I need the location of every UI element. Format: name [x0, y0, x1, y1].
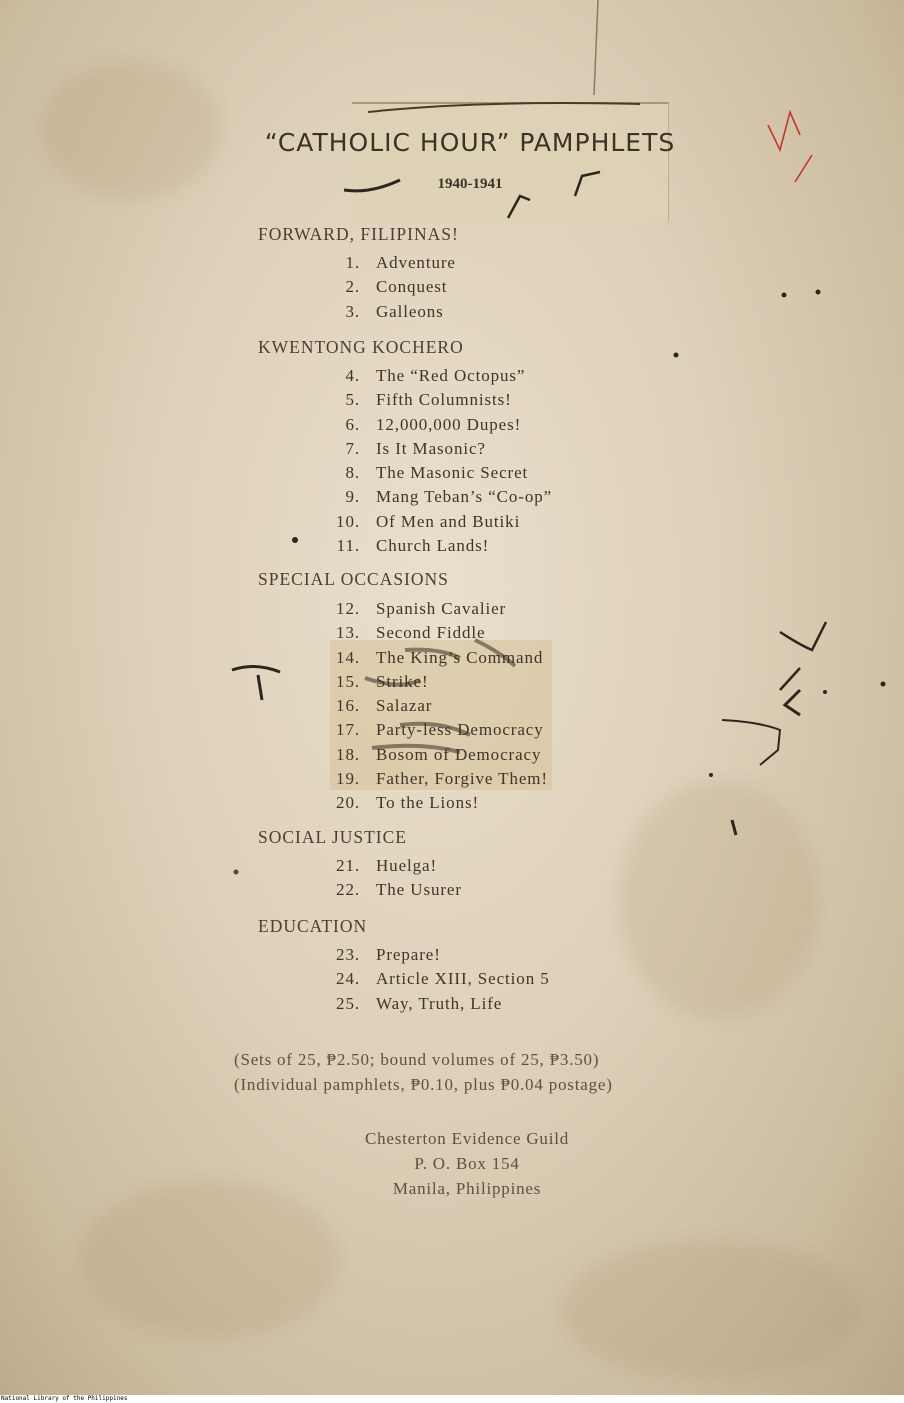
item-number: 13.: [336, 623, 360, 643]
item-title: Party-less Democracy: [376, 720, 544, 740]
item-title: Father, Forgive Them!: [376, 769, 548, 789]
item-number: 24.: [336, 969, 360, 989]
item-title: Is It Masonic?: [376, 438, 486, 458]
item-title: Huelga!: [376, 856, 438, 875]
item-number: 6.: [345, 414, 360, 434]
pen-stroke: [780, 622, 826, 690]
ink-dot: [823, 690, 827, 694]
item-number: 7.: [345, 438, 360, 458]
item-number: 8.: [345, 463, 360, 483]
item-number: 5.: [345, 390, 360, 410]
pen-stroke: [722, 720, 780, 765]
item-title: The King’s Command: [376, 647, 544, 667]
item-number: 18.: [336, 744, 360, 764]
item-title: Way, Truth, Life: [376, 993, 503, 1013]
pen-stroke: [232, 666, 280, 700]
item-number: 21.: [336, 856, 360, 875]
section-heading: SOCIAL JUSTICE: [258, 827, 407, 847]
item-number: 17.: [336, 720, 360, 740]
library-credit-text: National Library of the Philippines: [1, 1395, 128, 1402]
pen-stroke: [732, 820, 736, 835]
ink-dot: [709, 773, 713, 777]
address-line: P. O. Box 154: [414, 1154, 520, 1173]
item-number: 2.: [345, 277, 360, 297]
price-line: (Individual pamphlets, ₱0.10, plus ₱0.04 postage): [234, 1075, 613, 1094]
item-title: Church Lands!: [376, 536, 490, 556]
item-title: Of Men and Butiki: [376, 511, 521, 531]
ink-dot: [816, 290, 821, 295]
item-number: 9.: [345, 487, 360, 507]
item-number: 3.: [345, 301, 360, 321]
item-title: Fifth Columnists!: [376, 390, 512, 410]
library-credit: [0, 1395, 904, 1403]
ink-dot: [292, 537, 298, 543]
pen-stroke: [368, 103, 640, 112]
item-number: 22.: [336, 880, 360, 900]
ink-dot: [782, 293, 787, 298]
item-number: 25.: [336, 993, 360, 1013]
year-range: 1940-1941: [437, 176, 503, 192]
section-heading: SPECIAL OCCASIONS: [258, 569, 449, 589]
ink-dot: [674, 353, 679, 358]
section-heading: KWENTONG KOCHERO: [258, 337, 464, 357]
address-line: Manila, Philippines: [392, 1179, 542, 1198]
item-number: 23.: [336, 945, 360, 964]
item-title: Article XIII, Section 5: [376, 969, 550, 989]
section-heading: FORWARD, FILIPINAS!: [258, 224, 459, 244]
fold-line: [594, 0, 598, 95]
item-title: Prepare!: [376, 945, 441, 964]
ink-dot: [881, 682, 886, 687]
item-number: 4.: [345, 366, 360, 385]
item-number: 1.: [345, 253, 360, 272]
item-title: To the Lions!: [376, 793, 480, 813]
item-title: Conquest: [376, 277, 448, 297]
item-title: Second Fiddle: [376, 623, 486, 643]
item-number: 14.: [336, 647, 360, 667]
item-title: Galleons: [376, 301, 444, 321]
pen-stroke: [575, 172, 600, 196]
item-number: 20.: [336, 793, 360, 813]
red-annotation-mark: [768, 112, 812, 182]
address-line: Chesterton Evidence Guild: [364, 1129, 570, 1148]
item-number: 16.: [336, 696, 360, 716]
item-number: 12.: [336, 599, 360, 618]
price-line: (Sets of 25, ₱2.50; bound volumes of 25, ₱3.50): [234, 1050, 600, 1069]
item-number: 15.: [336, 671, 360, 691]
item-title: The “Red Octopus”: [376, 366, 526, 385]
item-number: 11.: [336, 536, 360, 556]
item-title: Salazar: [376, 696, 433, 716]
item-title: Mang Teban’s “Co-op”: [376, 487, 553, 507]
ink-smudge: [365, 640, 515, 752]
page-title: “CATHOLIC HOUR” PAMPHLETS: [264, 128, 676, 157]
item-title: Strike!: [376, 671, 429, 691]
item-title: The Masonic Secret: [376, 463, 529, 483]
item-title: Adventure: [376, 253, 456, 272]
section-heading: EDUCATION: [258, 916, 368, 936]
item-title: Bosom of Democracy: [376, 744, 542, 764]
item-number: 10.: [336, 511, 360, 531]
ink-dot: [234, 870, 239, 875]
pen-stroke: [508, 196, 530, 218]
item-number: 19.: [336, 769, 360, 789]
pen-stroke: [785, 690, 800, 715]
pen-stroke: [344, 180, 400, 191]
item-title: 12,000,000 Dupes!: [376, 414, 522, 434]
item-title: Spanish Cavalier: [376, 599, 507, 618]
item-title: The Usurer: [376, 880, 462, 900]
